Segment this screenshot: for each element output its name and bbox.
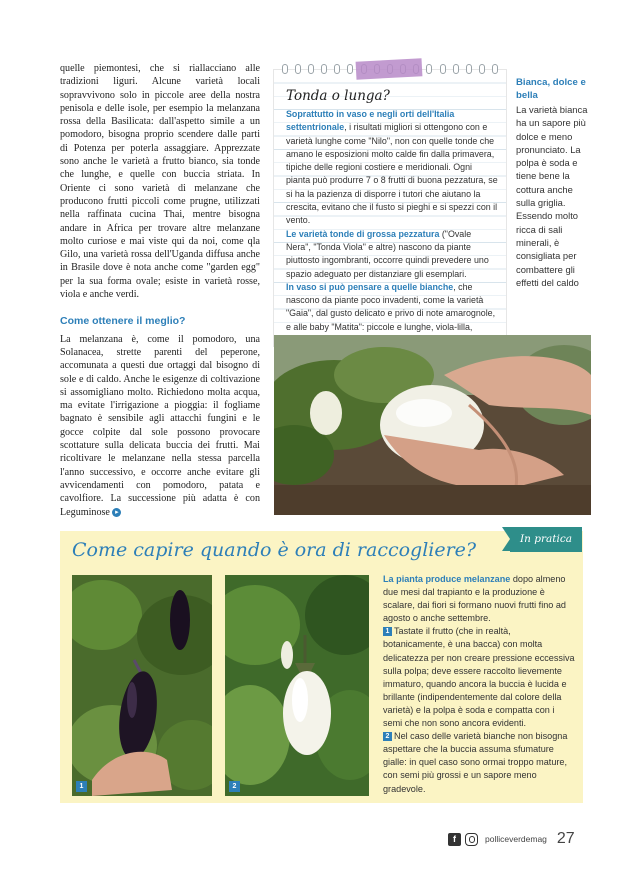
notebook-paragraph-3: In vaso si può pensare a quelle bianche, che nascono da piante poco invadenti, come la varietà "Gaia", dal gusto delicato e privo di note amarognole, e alle baby "Matita": piccole e lunghe, viola-lilla, (286, 281, 496, 332)
step-number-1: 1 (383, 627, 392, 636)
panel-text (383, 573, 575, 796)
purple-eggplant-illustration (72, 575, 212, 796)
instagram-icon (465, 833, 478, 846)
white-eggplant-plant-illustration (225, 575, 369, 796)
sidebar-heading: Bianca, dolce e bella (516, 77, 586, 101)
left-paragraph-2: La melanzana è, come il pomodoro, una Solanacea, strette parenti del peperone, accomunata a questi due ortaggi dal bisogno di sole e di caldo. Anche le esigenze di coltivazione si assomigliano molto. Richiedono molta acqua, ma evitate l'irrigazione a pioggia: il fogliame bagnato è sensibile agli attacchi fungini e le gocce colpite dal sole possono provocare scottature sulla delicata buccia dei frutti. Mai ricoltivare le melanzane nella stessa parcella l'anno successivo, e occorre anche evitare gli avvicendamenti con pomodoro, patata e cavolfiore. La successione più adatta è con Leguminose ▸ (60, 333, 260, 518)
photo-white-eggplant-hands (274, 335, 591, 515)
photo-white-eggplant-plant (225, 575, 369, 796)
page-footer (448, 830, 575, 848)
page-number: 27 (556, 830, 575, 847)
notebook-paragraph-2: Le varietà tonde di grossa pezzatura ("Ovale Nera", "Tonda Viola" e altre) nascono da piante piuttosto ingombranti, occorre quindi prevedere uno spazio adeguato per distanziare gli esemplari. (286, 228, 489, 279)
washi-tape (356, 58, 423, 79)
panel-step-1: 1 Tastate il frutto (che in realtà, botanicamente, è una bacca) con molta delicatezza per non creare pressione eccessiva sulla polpa; deve essere raccolto lievemente immaturo, quando ancora la buccia è lucida e brillante (indipendentemente dal colore della varietà) e la polpa è soda e compatta con i semi che non sono ancora evidenti. (383, 626, 575, 729)
facebook-icon: f (448, 833, 461, 846)
notebook-paragraph-1: Soprattutto in vaso e negli orti dell'Italia settentrionale, i risultati migliori si ottengono con e varietà lunghe come "Nilo", non con quelle tonde che amano le esposizioni molto calde fin dalla primavera, tipiche delle regioni costiere e meridionali. Ogni pianta può produrre 7 o 8 frutti di buona pezzatura, se si ha la pazienza di disporre i tutori che aiutano la crescita, evitano che il fusto si pieghi e si spezzi con il vento. (286, 109, 498, 226)
notebook-title: Tonda o lunga? (286, 88, 390, 104)
photo-number-2: 2 (229, 781, 240, 792)
sidebar-column (516, 77, 590, 289)
panel-step-2: 2 Nel caso delle varietà bianche non bisogna aspettare che la buccia assuma sfumature gialle: in quel caso sono ormai troppo mature, con semi più grossi e un sapore meno gradevole. (383, 731, 568, 794)
in-pratica-badge: In pratica (510, 527, 582, 552)
panel-intro: La pianta produce melanzane dopo almeno due mesi dal trapianto e la produzione è scalare, dai fiori si formano nuovi frutti fino ad agosto o anche settembre. (383, 574, 566, 624)
white-eggplant-photo-illustration (274, 335, 591, 515)
photo-number-1: 1 (76, 781, 87, 792)
section-heading: Come ottenere il meglio? (60, 315, 186, 328)
notebook-box (274, 70, 506, 346)
photo-purple-eggplant (72, 575, 212, 796)
left-paragraph-1: quelle piemontesi, che si riallacciano alle tradizioni liguri. Alcune varietà locali sopravvivono solo in piccole aree della nostra penisola e delle isole, per esempio la melanzana rossa della Basilicata: dall'aspetto simile a un pomodoro, bisogna proprio scendere dalle parti di Potenza per poterla assaggiare. Apprezzate sono anche le varietà a frutto bianco, sia tonde che lunghe, e quelle con buccia striata. In Oriente ci sono varietà di melanzane che producono frutti piccoli come prugne, utilizzati nella raffinata cucina Thai, mentre bisogna andare in Africa per trovare altre melanzane molto curiose e mai viste qui da noi, come qla Gilo, una varietà rossa dell'Uganda diffusa anche in Brasile dove è nota anche come "garden egg" per la sua forma ovale; esiste in varietà rosse, viola e anche verdi. (60, 63, 260, 301)
left-column (60, 62, 260, 519)
sidebar-text: La varietà bianca ha un sapore più dolce e meno pronunciato. La polpa è soda e tiene bene la cottura anche sulla griglia. Essendo molto ricca di sali minerali, è consigliata per combattere gli effetti del caldo (516, 104, 588, 288)
panel-title: Come capire quando è ora di raccogliere? (72, 539, 477, 561)
notebook-body (286, 108, 498, 347)
step-number-2: 2 (383, 732, 392, 741)
social-handle: polliceverdemag (485, 834, 547, 844)
continue-arrow-icon: ▸ (112, 508, 121, 517)
